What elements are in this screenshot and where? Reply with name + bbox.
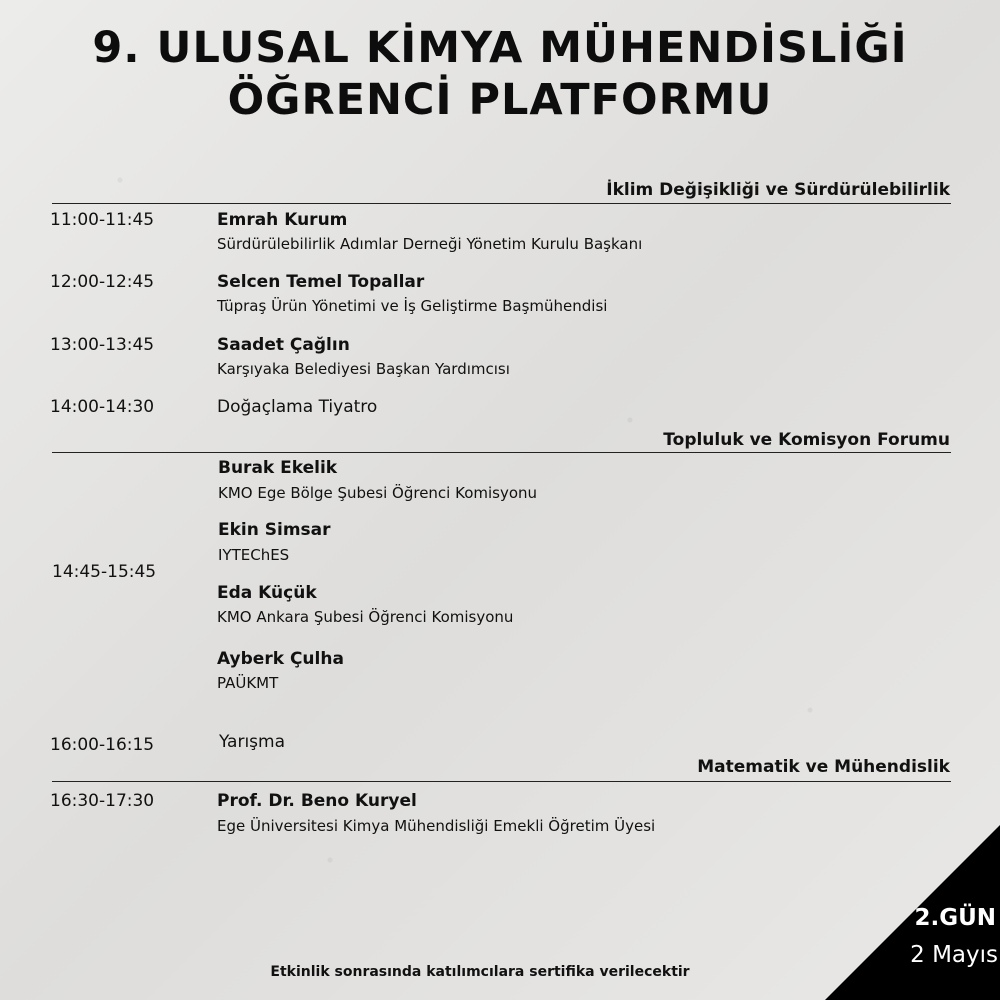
speaker-name: Emrah Kurum (217, 210, 348, 230)
section-heading-climate: İklim Değişikliği ve Sürdürülebilirlik (606, 180, 950, 200)
speaker-role: PAÜKMT (217, 674, 279, 692)
speaker-name: Selcen Temel Topallar (217, 272, 425, 292)
speaker-role: Ege Üniversitesi Kimya Mühendisliği Emekli Öğretim Üyesi (217, 817, 656, 835)
page-title (0, 22, 1000, 126)
session-time: 14:45-15:45 (52, 562, 157, 582)
certificate-note: Etkinlik sonrasında katılımcılara sertifika verilecektir (270, 964, 690, 980)
speaker-role: KMO Ege Bölge Şubesi Öğrenci Komisyonu (218, 484, 538, 502)
title-line-2: ÖĞRENCİ PLATFORMU (227, 75, 773, 125)
session-label: Yarışma (219, 732, 286, 752)
session-time: 11:00-11:45 (50, 210, 155, 230)
session-time: 16:00-16:15 (50, 735, 155, 755)
speaker-role: Sürdürülebilirlik Adımlar Derneği Yönetim Kurulu Başkanı (217, 235, 643, 253)
section-divider (52, 452, 951, 453)
speaker-role: KMO Ankara Şubesi Öğrenci Komisyonu (217, 608, 514, 626)
session-label: Doğaçlama Tiyatro (217, 397, 378, 417)
speaker-name: Ayberk Çulha (217, 649, 344, 669)
speaker-role: Tüpraş Ürün Yönetimi ve İş Geliştirme Başmühendisi (217, 297, 608, 315)
session-time: 12:00-12:45 (50, 272, 155, 292)
section-divider (52, 203, 951, 204)
speaker-name: Eda Küçük (217, 583, 317, 603)
speaker-role: Karşıyaka Belediyesi Başkan Yardımcısı (217, 360, 510, 378)
section-heading-math: Matematik ve Mühendislik (697, 757, 950, 777)
speaker-role: IYTEChES (218, 546, 290, 564)
section-heading-forum: Topluluk ve Komisyon Forumu (663, 430, 950, 450)
day-badge-date: 2 Mayıs (910, 942, 998, 968)
session-time: 16:30-17:30 (50, 791, 155, 811)
session-time: 14:00-14:30 (50, 397, 155, 417)
speaker-name: Burak Ekelik (218, 458, 338, 478)
speaker-name: Ekin Simsar (218, 520, 331, 540)
session-time: 13:00-13:45 (50, 335, 155, 355)
title-line-1: 9. ULUSAL KİMYA MÜHENDİSLİĞİ (92, 23, 908, 73)
section-divider (52, 781, 951, 782)
speaker-name: Prof. Dr. Beno Kuryel (217, 791, 417, 811)
day-badge-label: 2.GÜN (914, 905, 996, 931)
speaker-name: Saadet Çağlın (217, 335, 350, 355)
